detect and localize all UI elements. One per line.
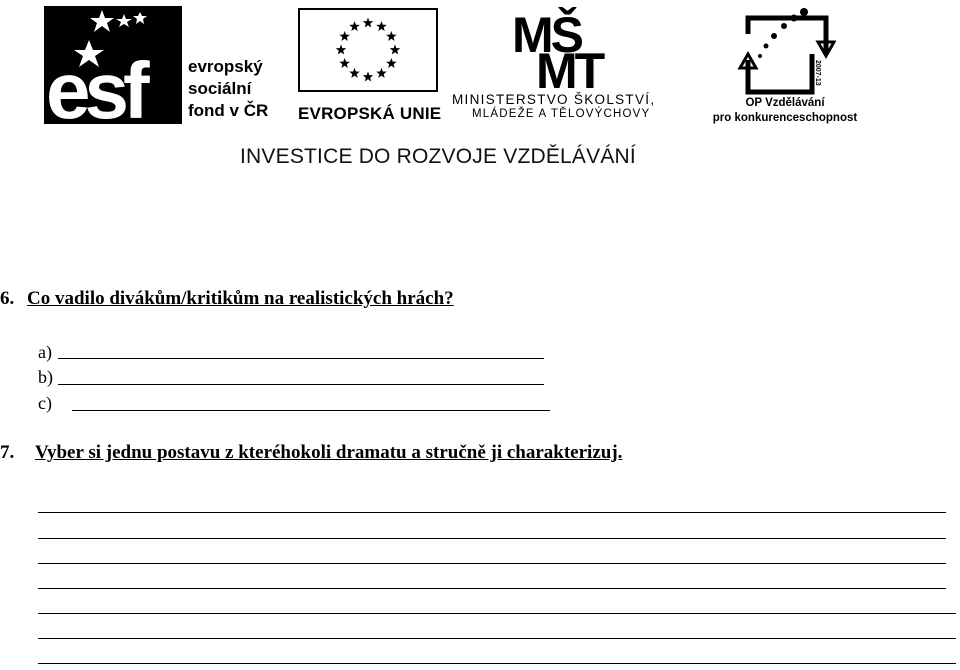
- esf-line-2: sociální: [188, 79, 252, 98]
- esf-letters: esf: [46, 46, 144, 124]
- eu-star-icon: [339, 31, 349, 41]
- answer-line-b[interactable]: [58, 384, 544, 385]
- eu-star-icon: [336, 45, 346, 55]
- question-text: Co vadilo divákům/kritikům na realistických hrách?: [27, 288, 454, 309]
- writing-line[interactable]: [38, 663, 956, 664]
- writing-line[interactable]: [38, 512, 946, 513]
- esf-line-1: evropský: [188, 57, 263, 76]
- op-logo-mark: [736, 4, 836, 96]
- esf-logo-mark: [44, 6, 184, 124]
- answer-label-a: a): [38, 342, 52, 362]
- eu-star-icon: [386, 58, 396, 68]
- op-line-2: pro konkurenceschopnost: [712, 112, 858, 124]
- answer-line-c[interactable]: [72, 410, 550, 411]
- answer-line-a[interactable]: [58, 358, 544, 359]
- header-slogan: INVESTICE DO ROZVOJE VZDĚLÁVÁNÍ: [240, 145, 636, 168]
- writing-line[interactable]: [38, 538, 946, 539]
- svg-text:MŠ: MŠ: [512, 7, 581, 63]
- answer-label-c: c): [38, 393, 52, 413]
- question-text: Vyber si jednu postavu z kteréhokoli dramatu a stručně ji charakterizuj.: [35, 442, 623, 463]
- eu-star-icon: [376, 21, 386, 31]
- question-number: 6.: [0, 288, 15, 309]
- eu-star-icon: [349, 68, 359, 78]
- writing-line[interactable]: [38, 613, 956, 614]
- op-line-1: OP Vzdělávání: [745, 97, 825, 109]
- eu-stars-icon: [300, 10, 436, 90]
- writing-line[interactable]: [38, 588, 946, 589]
- eu-star-icon: [376, 68, 386, 78]
- op-years: 2007-13: [814, 60, 821, 86]
- esf-line-3: fond v ČR: [188, 101, 269, 120]
- msmt-line-1: MINISTERSTVO ŠKOLSTVÍ,: [452, 92, 656, 107]
- eu-star-icon: [386, 31, 396, 41]
- eu-flag-logo: [298, 8, 438, 92]
- writing-line[interactable]: [38, 563, 946, 564]
- svg-text:MT: MT: [536, 43, 603, 88]
- eu-star-icon: [390, 45, 400, 55]
- question-6: [0, 288, 454, 310]
- msmt-logo-mark: [512, 6, 638, 88]
- question-7: [0, 442, 622, 464]
- eu-label: EVROPSKÁ UNIE: [298, 104, 442, 123]
- question-number: 7.: [0, 442, 15, 463]
- writing-line[interactable]: [38, 638, 956, 639]
- eu-star-icon: [363, 72, 373, 82]
- eu-star-icon: [349, 21, 359, 31]
- eu-star-icon: [363, 18, 373, 28]
- eu-star-icon: [339, 58, 349, 68]
- msmt-line-2: MLÁDEŽE A TĚLOVÝCHOVY: [472, 108, 651, 120]
- answer-label-b: b): [38, 367, 53, 387]
